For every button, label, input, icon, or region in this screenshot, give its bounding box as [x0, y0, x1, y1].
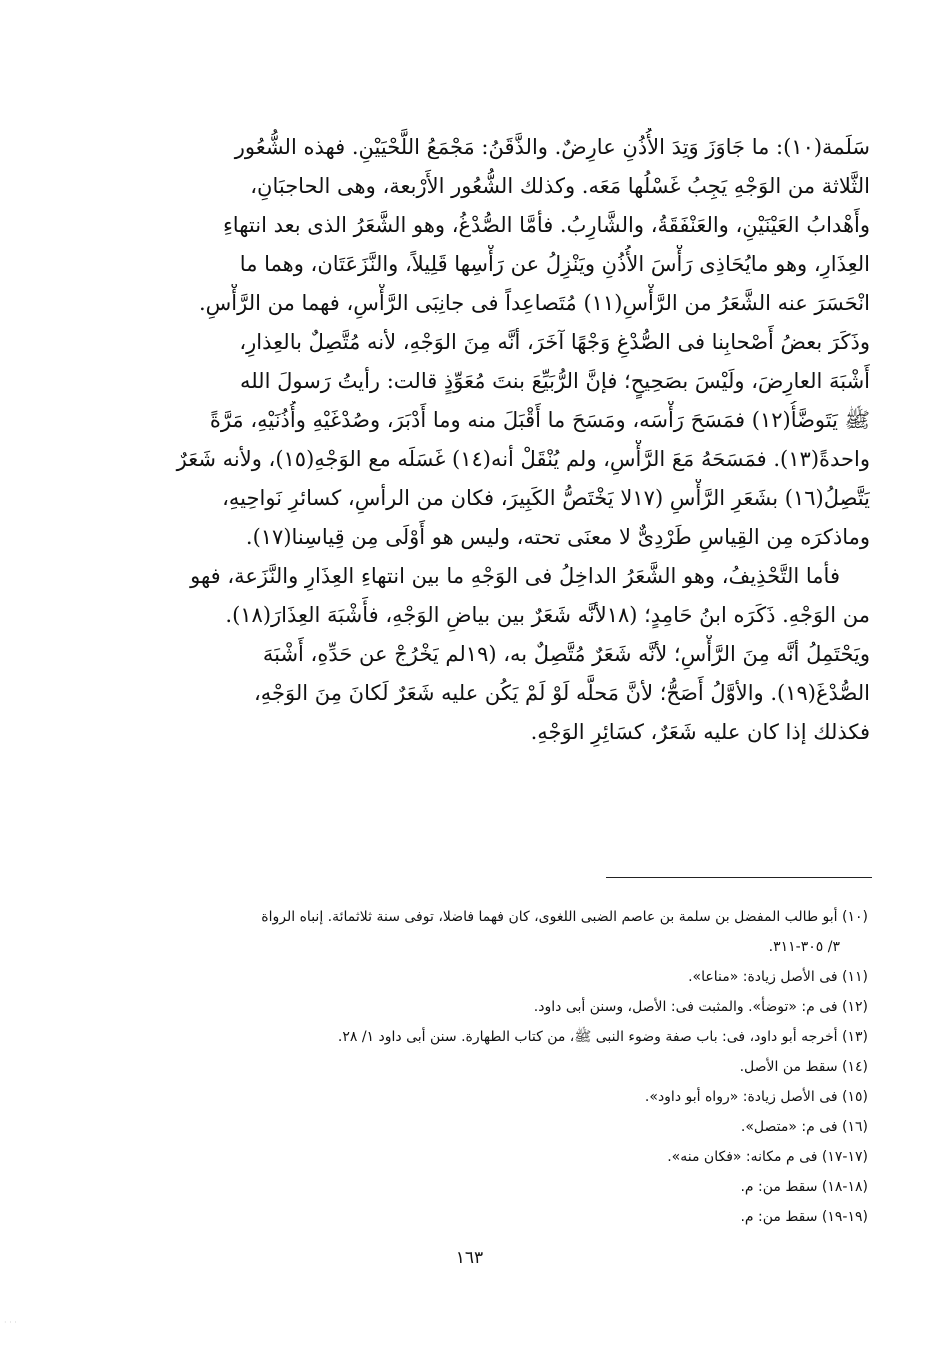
main-text	[150, 128, 870, 752]
text-line: الصُّدْغَ(١٩). والأوَّلُ أَصَحُّ؛ لأنَّ مَحلَّه لَوْ لَمْ يَكُن عليه شَعَرٌ لَكانَ مِنَ الوَجْهِ،	[254, 681, 870, 705]
footnote: (١٢) فى م: «توضأ». والمثبت فى: الأصل، وسنن أبى داود.	[533, 999, 868, 1015]
footnote: (١٥) فى الأصل زيادة: «رواه أبو داود».	[644, 1089, 868, 1105]
text-line: وماذكرَه مِن القِياسِ طَرْدِىٌّ لا معنَى تحته، وليس هو أَوْلَى مِن قِياسِنا(١٧).	[245, 525, 870, 549]
footnote-continuation: ٣/ ٣٠٥-٣١١.	[768, 939, 840, 955]
footnote: (١٨-١٨) سقط من: م.	[740, 1179, 868, 1195]
text-line: انْحَسَرَ عنه الشَّعَرُ من الرَّأْسِ(١١) مُتَصاعِداً فى جانِبَى الرَّأْسِ، فهما من الرَّأْسِ.	[199, 291, 870, 315]
text-line: وأَهْدابُ العَيْنَيْنِ، والعَنْفَقَةُ، والشَّارِبُ. فأمَّا الصُّدْغُ، وهو الشَّعَرُ الذى بعد انتهاءِ	[222, 213, 870, 237]
text-line: العِذَارِ، وهو مايُحَاذِى رَأْسَ الأُذُنِ ويَنْزِلُ عن رَأْسِها قَلِيلاً، والنَّزَعَتَان، وهما ما	[239, 252, 870, 276]
footnote-separator	[606, 877, 872, 878]
text-line: يَتَّصِلُ(١٦) بشَعَرِ الرَّأْسِ (١٧لا يَخْتَصُّ الكَبِيرَ، فكان من الرأسِ، كسائرِ نَواحِيهِ،	[222, 486, 870, 510]
footnote: (١٩-١٩) سقط من: م.	[740, 1209, 868, 1225]
text-line: واحدةً(١٣). فمَسَحَهُ مَعَ الرَّأْسِ، ولم يُنْقَلْ أنه(١٤) غَسَلَه مع الوَجْهِ(١٥)، ولأنه شَعَرٌ	[176, 447, 870, 471]
scan-artifact: · · ·	[4, 1318, 17, 1327]
text-line: فكذلك إذا كان عليه شَعَرٌ، كسَائِرِ الوَجْهِ.	[530, 720, 870, 744]
text-line: من الوَجْهِ. ذَكَرَه ابنُ حَامِدٍ؛ (١٨لأنَّه شَعَرٌ بين بياضِ الوَجْهِ، فأَشْبَهَ العِذَارَ(١٨).	[225, 603, 870, 627]
footnote: (١٠) أبو طالب المفضل بن سلمة بن عاصم الضبى اللغوى، كان فهما فاضلا، توفى سنة ثلاثمائة. إنباه الرواة	[261, 909, 868, 925]
text-line: الثَّلاثة من الوَجْهِ يَجِبُ غَسْلُها مَعَه. وكذلك الشُّعُور الأَرْبعة، وهى الحاجبَانِ،	[250, 174, 870, 198]
text-line: سَلَمة(١٠): ما جَاوَزَ وَتِدَ الأُذُنِ عارِضٌ. والذَّقَنُ: مَجْمَعُ اللَّحْيَيْنِ. فهذه الشُّعُور	[234, 135, 870, 159]
text-line: وذَكَرَ بعضُ أَصْحابِنا فى الصُّدْغِ وَجْهًا آخَرَ، أنَّه مِنَ الوَجْهِ، لأنه مُتَّصِلٌ بالعِذارِ،	[239, 330, 870, 354]
footnote: (١٧-١٧) فى م مكانه: «فكان منه».	[667, 1149, 868, 1165]
page-number: ١٦٣	[455, 1248, 484, 1268]
footnote: (١٤) سقط من الأصل.	[739, 1059, 868, 1075]
footnote: (١٣) أخرجه أبو داود، فى: باب صفة وضوء النبى ﷺ، من كتاب الطهارة. سنن أبى داود ١/ ٢٨.	[337, 1029, 868, 1045]
footnote: (١١) فى الأصل زيادة: «مناعا».	[688, 969, 868, 985]
footnote: (١٦) فى م: «متصل».	[740, 1119, 868, 1135]
text-line: ﷺ يَتَوضَّأُ(١٢) فمَسَحَ رَأْسَه، ومَسَحَ ما أَقْبَلَ منه وما أَدْبَرَ، وصُدْغَيْهِ وأُذُنَيْهِ، مَرَّةً	[209, 408, 870, 432]
text-line: أَشْبَهَ العارِضَ، ولَيْسَ بصَحِيحٍ؛ فإنَّ الرُّبَيِّعَ بنتَ مُعَوِّذٍ قالت: رأيتُ رَسولَ الله	[239, 369, 870, 393]
footnotes	[150, 902, 868, 1232]
text-line: فأما التَّحْذِيفُ، وهو الشَّعَرُ الداخِلُ فى الوَجْهِ ما بين انتهاءِ العِذَارِ والنَّزَعة، فهو	[190, 564, 840, 588]
text-line: ويَحْتَمِلُ أنَّه مِنَ الرَّأْسِ؛ لأنَّه شَعَرٌ مُتَّصِلٌ به، (١٩لم يَخْرُجْ عن حَدِّهِ، أَشْبَهَ	[262, 642, 870, 666]
